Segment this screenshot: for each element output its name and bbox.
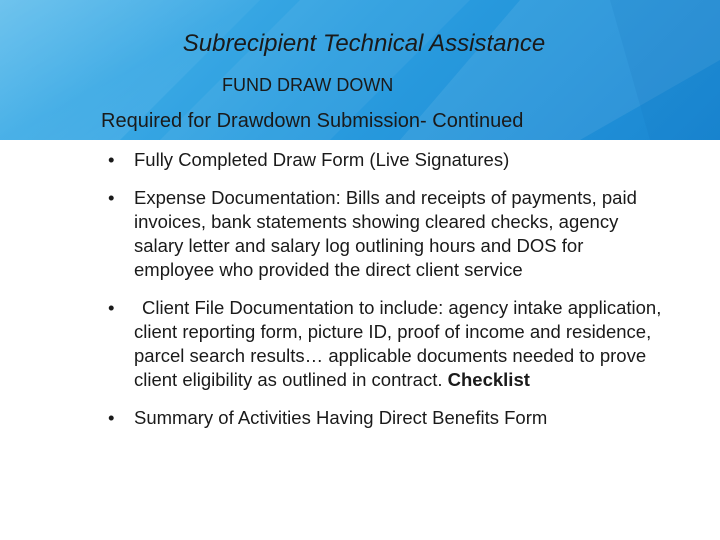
bullet-dot: • <box>108 149 115 170</box>
bullet-dot: • <box>108 297 115 318</box>
bullet-text: Summary of Activities Having Direct Benefits Form <box>134 407 548 428</box>
bullet-item <box>108 406 668 430</box>
bullet-item <box>108 186 668 282</box>
bullet-item <box>108 296 668 392</box>
bullet-text: Expense Documentation: Bills and receipts of payments, paid invoices, bank statements showing cleared checks, agency salary letter and salary log outlining hours and DOS for employee who provided the direct client service <box>134 187 637 280</box>
bullet-text: Client File Documentation to include: agency intake application, client reporting form, picture ID, proof of income and residence, parcel search results… applicable documents needed to prove client eligibility as outlined in contract. <box>134 297 662 390</box>
bullet-dot: • <box>108 187 115 208</box>
checklist-label: Checklist <box>447 369 530 390</box>
bullet-text-wrapper <box>134 296 668 392</box>
bullet-text: Fully Completed Draw Form (Live Signatures) <box>134 149 510 170</box>
bullet-dot: • <box>108 407 115 428</box>
slide-subtitle-continued: Required for Drawdown Submission- Continued <box>101 110 524 132</box>
slide-subtitle: FUND DRAW DOWN <box>222 75 394 95</box>
bullet-item <box>108 148 668 172</box>
slide-title: Subrecipient Technical Assistance <box>182 30 546 57</box>
bullet-list <box>108 148 668 444</box>
